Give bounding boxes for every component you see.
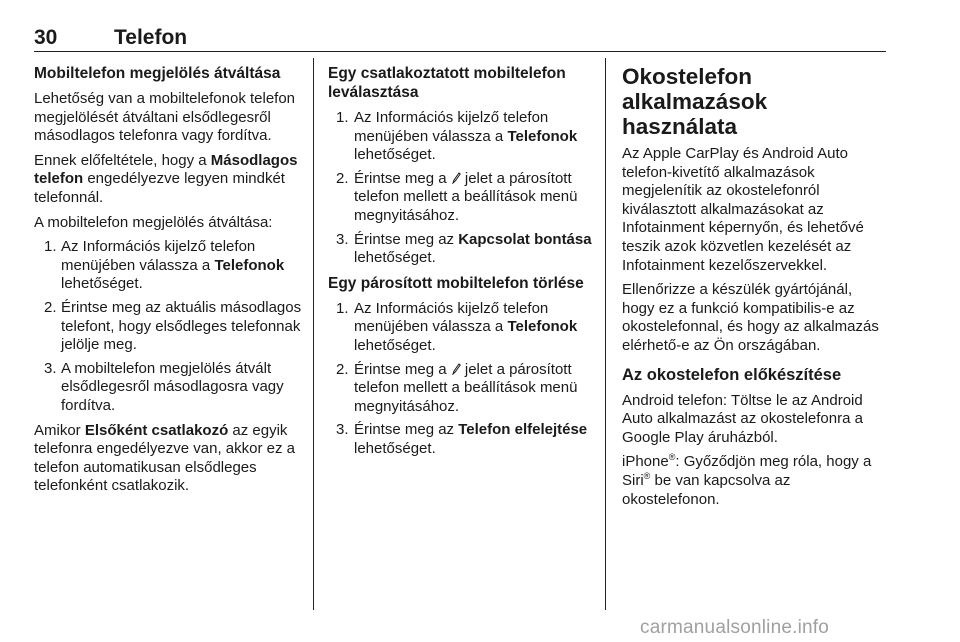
paragraph: Ellenőrizze a készülék gyártójánál, hogy ez a funkció kompatibilis-e az okostelefonnal, és hogy az alkalmazás elérhető-e az Ön országában. xyxy=(622,281,879,354)
registered-mark: ® xyxy=(668,452,676,463)
list-item xyxy=(328,361,594,417)
text: Ennek előfeltétele, hogy a xyxy=(34,151,211,169)
list-item xyxy=(328,109,594,165)
list-item xyxy=(328,300,594,356)
menu-term: Telefon elfelejtése xyxy=(458,421,588,439)
step-number: 3. xyxy=(336,421,349,439)
column-divider xyxy=(605,58,606,610)
step-number: 2. xyxy=(336,360,349,378)
pen-icon xyxy=(451,363,461,375)
section-heading: Egy párosított mobiltelefon törlése xyxy=(328,274,584,292)
text: az egyik telefonra engedélyezve van, akkor ez a telefon automatikusan elsődleges telefonként csatlakozik. xyxy=(34,421,295,495)
text: lehetőséget. xyxy=(354,439,436,457)
text: A mobiltelefon megjelölés átvált elsődlegesről másodlagosra vagy fordítva. xyxy=(61,359,284,414)
paragraph xyxy=(622,453,886,509)
step-number: 3. xyxy=(336,230,349,248)
text: Az Információs kijelző telefon menüjében válassza a xyxy=(354,299,549,336)
section-heading: Mobiltelefon megjelölés átváltása xyxy=(34,65,281,82)
steps-list xyxy=(328,300,594,459)
menu-term: Elsőként csatlakozó xyxy=(84,421,229,439)
menu-term: Telefonok xyxy=(507,127,578,145)
step-number: 1. xyxy=(336,109,349,126)
text: lehetőséget. xyxy=(354,249,436,267)
menu-term: Kapcsolat bontása xyxy=(458,230,592,248)
page-header xyxy=(34,26,886,52)
site-watermark: carmanualsonline.info xyxy=(640,617,830,638)
steps-list xyxy=(34,238,302,415)
header-rule xyxy=(34,51,886,52)
text: Érintse meg a xyxy=(354,169,451,187)
text: be van kapcsolva az okostelefonon. xyxy=(622,471,791,508)
text: lehetőséget. xyxy=(354,336,436,354)
steps-list xyxy=(328,109,594,268)
list-item xyxy=(328,231,594,268)
text: iPhone xyxy=(622,453,669,471)
text: lehetőséget. xyxy=(354,146,436,164)
section-heading: Egy csatlakoztatott mobiltelefon leválasztása xyxy=(328,65,566,101)
step-number: 3. xyxy=(44,359,57,377)
text: Érintse meg a xyxy=(354,360,451,378)
text: engedélyezve legyen mindkét telefonnál. xyxy=(34,170,285,206)
text: : Győződjön meg róla, hogy a Siri xyxy=(622,453,872,489)
pen-icon xyxy=(451,172,461,184)
paragraph xyxy=(34,422,302,496)
column-3 xyxy=(622,64,886,515)
text: Érintse meg az aktuális másodlagos telefont, hogy elsődleges telefonnak jelölje meg. xyxy=(61,298,302,354)
step-number: 2. xyxy=(44,298,57,316)
column-divider xyxy=(313,58,314,610)
text: Az Információs kijelző telefon menüjében válassza a xyxy=(354,109,549,145)
section-heading: Az okostelefon előkészítése xyxy=(622,365,842,384)
menu-term: Telefonok xyxy=(507,318,578,336)
column-2 xyxy=(328,64,594,465)
section-title: Okostelefon alkalmazások használata xyxy=(622,64,768,139)
text: jelet a párosított telefon mellett a beállítások menü megnyitásához. xyxy=(354,360,578,415)
list-item xyxy=(34,299,302,355)
paragraph: Lehetőség van a mobiltelefonok telefon megjelölését átváltani elsődlegesről másodlagos telefonra vagy fordítva. xyxy=(34,90,296,145)
column-1 xyxy=(34,64,302,502)
step-number: 2. xyxy=(336,169,349,187)
text: jelet a párosított telefon mellett a beállítások menü megnyitásához. xyxy=(354,169,578,224)
paragraph xyxy=(34,152,302,208)
list-item xyxy=(34,238,302,294)
registered-mark: ® xyxy=(643,470,651,481)
paragraph: Android telefon: Töltse le az Android Auto alkalmazást az okostelefonra a Google Play áruházból. xyxy=(622,391,863,446)
menu-term: Másodlagos telefon xyxy=(34,151,298,188)
step-number: 1. xyxy=(336,299,349,317)
text: lehetőséget. xyxy=(61,275,143,293)
list-item xyxy=(328,170,594,226)
paragraph: Az Apple CarPlay és Android Auto telefon-kivetítő alkalmazások megjelenítik az okostelefonról kiválasztott alkalmazásokat az Infotainment képernyőn, és lehetővé teszik azok közvetlen kezelését az Infotainment kezelőszervekkel. xyxy=(622,145,864,274)
text: Az Információs kijelző telefon menüjében válassza a xyxy=(61,238,256,274)
paragraph: A mobiltelefon megjelölés átváltása: xyxy=(34,213,273,231)
step-number: 1. xyxy=(44,238,57,256)
text: Érintse meg az xyxy=(354,230,459,248)
chapter-title: Telefon xyxy=(114,26,188,49)
text: Érintse meg az xyxy=(354,421,459,439)
list-item xyxy=(328,421,594,458)
page-number: 30 xyxy=(34,26,58,49)
list-item xyxy=(34,360,302,416)
text: Amikor xyxy=(34,421,85,439)
menu-term: Telefonok xyxy=(214,256,285,274)
